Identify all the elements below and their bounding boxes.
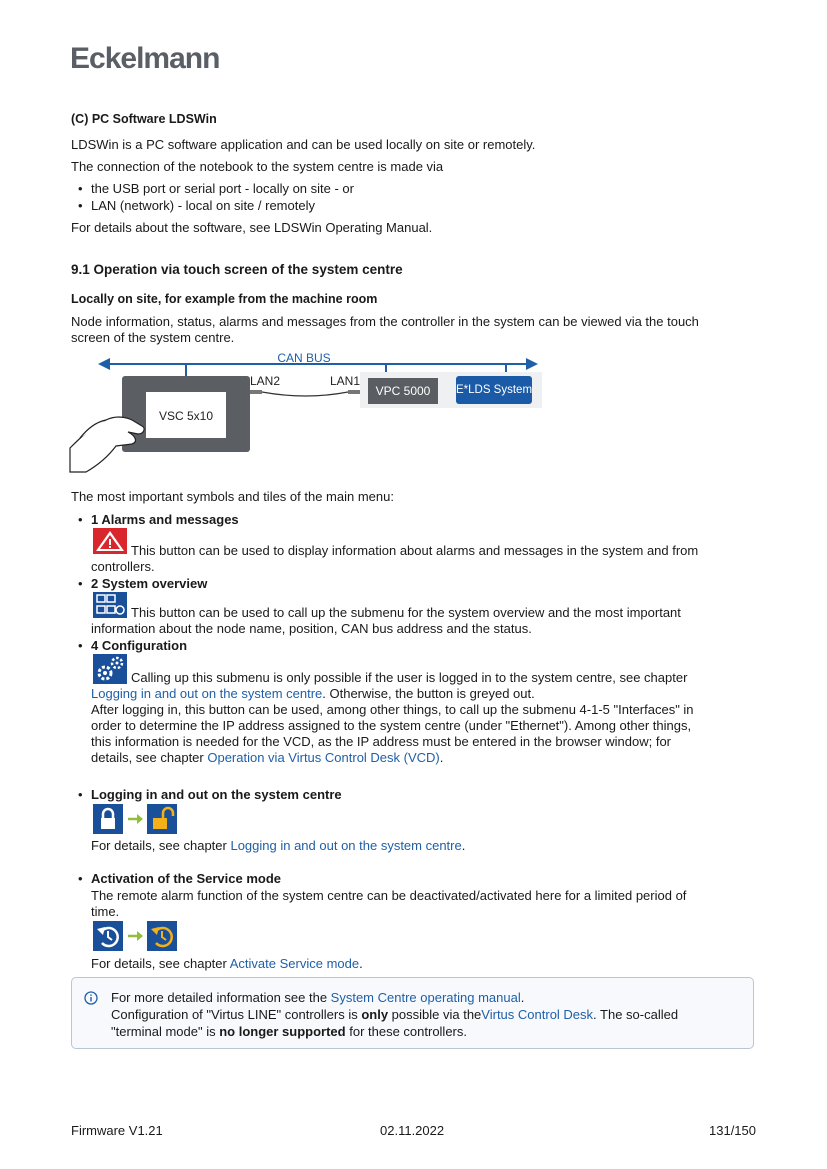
footer-firmware: Firmware V1.21 <box>71 1123 163 1138</box>
section-c-title: (C) PC Software LDSWin <box>71 112 217 126</box>
link-logging-in[interactable]: Logging in and out on the system centre <box>91 686 323 701</box>
service-details: For details, see chapter Activate Service mode. <box>91 956 363 971</box>
link-activate-service[interactable]: Activate Service mode <box>229 956 360 971</box>
service-desc-line-2: time. <box>91 904 120 919</box>
alarms-desc-line-2: controllers. <box>91 559 155 574</box>
configuration-heading: • 4 Configuration <box>78 638 188 653</box>
config-desc-line-2: Logging in and out on the system centre. Otherwise, the button is greyed out. <box>91 686 535 701</box>
overview-desc-line-1: This button can be used to call up the submenu for the system overview and the most important <box>131 605 681 620</box>
link-system-centre-manual[interactable]: System Centre operating manual <box>330 990 521 1005</box>
warning-icon[interactable] <box>93 528 127 554</box>
config-desc-line-3: After logging in, this button can be used, among other things, to call up the submenu 4-1-5 "Interfaces" in <box>91 702 694 717</box>
link-operation-vcd[interactable]: Operation via Virtus Control Desk (VCD) <box>207 750 440 765</box>
lock-open-icon[interactable] <box>147 804 177 834</box>
footer-date: 02.11.2022 <box>380 1123 445 1138</box>
login-details: For details, see chapter Logging in and out on the system centre. <box>91 838 466 853</box>
can-bus-label: CAN BUS <box>277 351 331 365</box>
lan1-label: LAN1 <box>330 374 361 388</box>
lan2-label: LAN2 <box>250 374 281 388</box>
system-diagram <box>66 348 546 476</box>
arrow-right-icon <box>128 814 143 824</box>
section-c-paragraph-2: The connection of the notebook to the system centre is made via <box>71 159 444 174</box>
company-logo: Eckelmann <box>70 42 220 75</box>
section-c-paragraph-3: For details about the software, see LDSWin Operating Manual. <box>71 220 433 235</box>
lan-cable <box>250 390 360 396</box>
section-91-title: 9.1 Operation via touch screen of the system centre <box>71 262 403 277</box>
list-item: • LAN (network) - local on site / remotely <box>78 198 315 213</box>
list-item: • the USB port or serial port - locally on site - or <box>78 181 354 196</box>
section-91-subtitle: Locally on site, for example from the machine room <box>71 292 378 306</box>
note-line-3: "terminal mode" is no longer supported for these controllers. <box>111 1024 467 1039</box>
service-off-icon[interactable] <box>93 921 123 951</box>
config-desc-line-4: order to determine the IP address assigned to the system centre (under "Ethernet"). Among other things, <box>91 718 692 733</box>
config-desc-line-1: Calling up this submenu is only possible if the user is logged in to the system centre, see chapter <box>131 670 688 685</box>
config-desc-line-6: details, see chapter Operation via Virtus Control Desk (VCD). <box>91 750 444 765</box>
info-icon <box>84 991 98 1005</box>
symbols-intro: The most important symbols and tiles of the main menu: <box>71 489 394 504</box>
service-heading: • Activation of the Service mode <box>78 871 281 886</box>
section-91-intro-line-1: Node information, status, alarms and messages from the controller in the system can be viewed via the touch <box>71 314 699 329</box>
alarms-desc-line-1: This button can be used to display information about alarms and messages in the system and from <box>131 543 699 558</box>
section-91-intro-line-2: screen of the system centre. <box>71 330 235 345</box>
alarms-heading: • 1 Alarms and messages <box>78 512 239 527</box>
config-desc-line-5: this information is needed for the VCD, as the IP address must be entered in the browser window; for <box>91 734 672 749</box>
vpc-label: VPC 5000 <box>375 384 431 398</box>
footer-page-number: 131/150 <box>709 1123 756 1138</box>
service-on-icon[interactable] <box>147 921 177 951</box>
lock-closed-icon[interactable] <box>93 804 123 834</box>
elds-label: E*LDS System <box>455 384 533 396</box>
overview-desc-line-2: information about the node name, position, CAN bus address and the status. <box>91 621 532 636</box>
login-heading: • Logging in and out on the system centre <box>78 787 342 802</box>
vsc-label: VSC 5x10 <box>158 409 214 423</box>
arrow-right-icon <box>128 931 143 941</box>
link-virtus-control-desk[interactable]: Virtus Control Desk <box>481 1007 594 1022</box>
service-icons <box>93 921 177 951</box>
link-logging-in-details[interactable]: Logging in and out on the system centre <box>230 838 462 853</box>
system-overview-icon[interactable] <box>93 592 127 618</box>
section-c-paragraph-1: LDSWin is a PC software application and can be used locally on site or remotely. <box>71 137 536 152</box>
note-line-2: Configuration of "Virtus LINE" controllers is only possible via theVirtus Control Desk. The so-called <box>111 1007 679 1022</box>
gears-icon[interactable] <box>93 654 127 684</box>
login-icons <box>93 804 177 834</box>
overview-heading: • 2 System overview <box>78 576 208 591</box>
service-desc-line-1: The remote alarm function of the system centre can be deactivated/activated here for a limited period of <box>91 888 687 903</box>
note-line-1: For more detailed information see the System Centre operating manual. <box>111 990 525 1005</box>
